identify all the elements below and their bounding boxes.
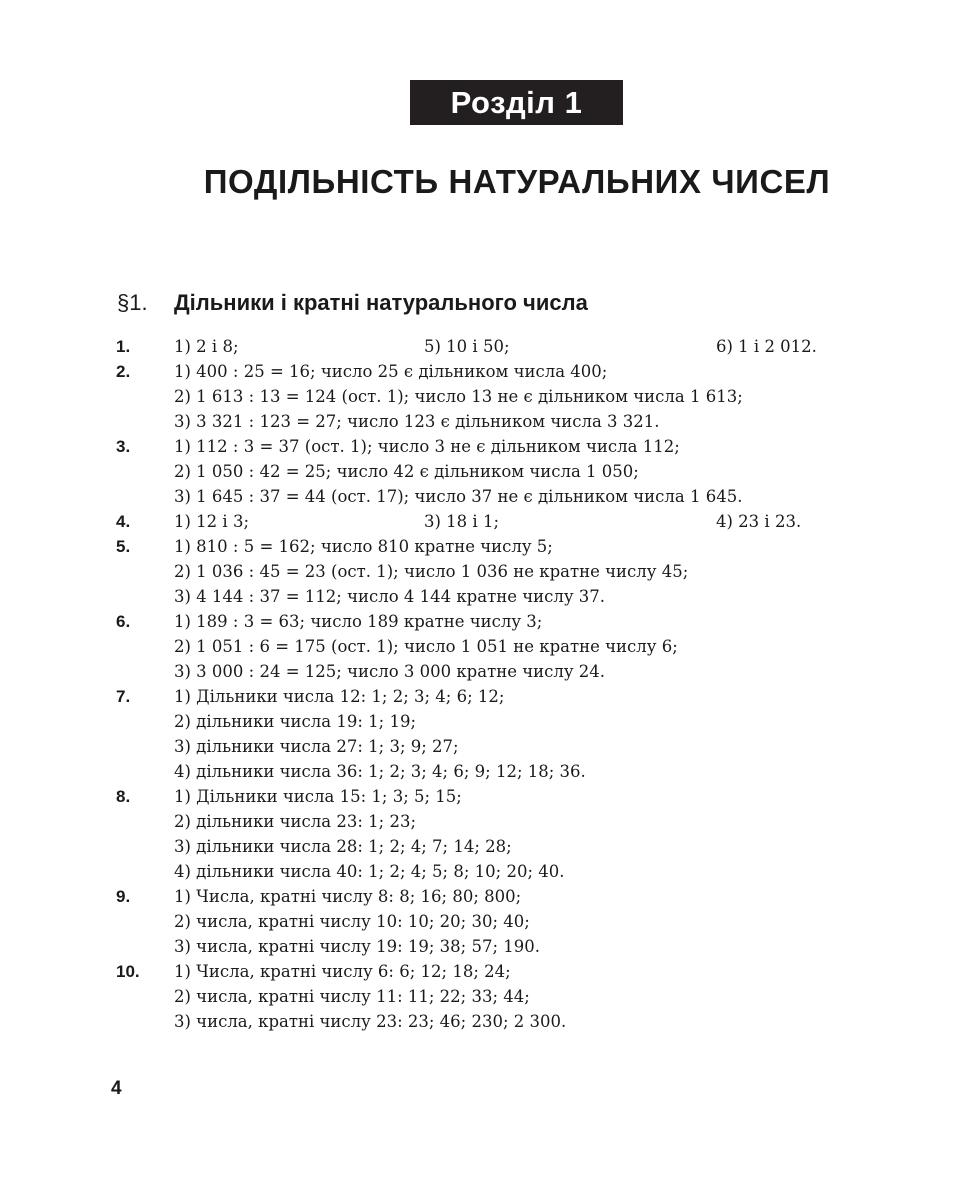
section-number: §1.	[117, 290, 148, 315]
problem-number: 8.	[116, 787, 131, 806]
section-title: Дільники і кратні натурального числа	[174, 290, 588, 315]
problem-8	[116, 784, 876, 884]
problem-number: 9.	[116, 887, 131, 906]
answer-part: 1) 2 і 8;	[174, 337, 239, 356]
problem-4	[116, 509, 876, 534]
problem-2	[116, 359, 876, 434]
answer-part: 6) 1 і 2 012.	[716, 337, 817, 356]
answer-line	[174, 509, 876, 534]
answer-line: 2) числа, кратні числу 10: 10; 20; 30; 40;	[174, 912, 530, 931]
answer-line: 3) 4 144 : 37 = 112; число 4 144 кратне числу 37.	[174, 587, 606, 606]
answer-line: 1) Дільники числа 15: 1; 3; 5; 15;	[174, 787, 462, 806]
answer-part: 4) 23 і 23.	[716, 512, 802, 531]
problem-number: 3.	[116, 437, 131, 456]
page-number: 4	[111, 1078, 122, 1099]
problem-10	[116, 959, 876, 1034]
problem-5	[116, 534, 876, 609]
answer-line: 1) Числа, кратні числу 8: 8; 16; 80; 800;	[174, 887, 522, 906]
problem-9	[116, 884, 876, 959]
answer-line: 2) 1 050 : 42 = 25; число 42 є дільником числа 1 050;	[174, 462, 639, 481]
answer-line: 1) Дільники числа 12: 1; 2; 3; 4; 6; 12;	[174, 687, 505, 706]
problem-number: 4.	[116, 512, 131, 531]
problem-number: 7.	[116, 687, 131, 706]
answer-line: 3) числа, кратні числу 19: 19; 38; 57; 190.	[174, 937, 541, 956]
answer-line: 3) 1 645 : 37 = 44 (ост. 17); число 37 не є дільником числа 1 645.	[174, 487, 743, 506]
answer-line: 1) 810 : 5 = 162; число 810 кратне числу 5;	[174, 537, 553, 556]
answer-line: 3) дільники числа 27: 1; 3; 9; 27;	[174, 737, 459, 756]
answer-line	[174, 334, 876, 359]
problem-3	[116, 434, 876, 509]
answer-line: 1) 112 : 3 = 37 (ост. 1); число 3 не є дільником числа 112;	[174, 437, 680, 456]
answer-line: 2) 1 036 : 45 = 23 (ост. 1); число 1 036 не кратне числу 45;	[174, 562, 689, 581]
answer-part: 3) 18 і 1;	[424, 512, 499, 531]
problem-number: 6.	[116, 612, 131, 631]
chapter-title: ПОДІЛЬНІСТЬ НАТУРАЛЬНИХ ЧИСЕЛ	[203, 163, 831, 200]
answer-line: 2) дільники числа 19: 1; 19;	[174, 712, 416, 731]
problem-1	[116, 334, 876, 359]
answer-line: 3) дільники числа 28: 1; 2; 4; 7; 14; 28;	[174, 837, 512, 856]
answer-line: 3) числа, кратні числу 23: 23; 46; 230; 2 300.	[174, 1012, 567, 1031]
answer-line: 2) дільники числа 23: 1; 23;	[174, 812, 416, 831]
answer-line: 1) 400 : 25 = 16; число 25 є дільником числа 400;	[174, 362, 608, 381]
answer-line: 2) 1 613 : 13 = 124 (ост. 1); число 13 не є дільником числа 1 613;	[174, 387, 743, 406]
answer-line: 2) 1 051 : 6 = 175 (ост. 1); число 1 051 не кратне числу 6;	[174, 637, 678, 656]
answer-part: 1) 12 і 3;	[174, 512, 249, 531]
answer-line: 3) 3 321 : 123 = 27; число 123 є дільником числа 3 321.	[174, 412, 660, 431]
chapter-label	[410, 80, 623, 125]
answer-part: 5) 10 і 50;	[424, 337, 510, 356]
problem-number: 2.	[116, 362, 131, 381]
problem-list	[116, 334, 876, 1034]
chapter-label-text: Розділ 1	[450, 84, 583, 120]
problem-number: 1.	[116, 337, 131, 356]
section-heading	[117, 288, 588, 318]
problem-6	[116, 609, 876, 684]
answer-line: 4) дільники числа 40: 1; 2; 4; 5; 8; 10; 20; 40.	[174, 862, 565, 881]
answer-line: 2) числа, кратні числу 11: 11; 22; 33; 44;	[174, 987, 530, 1006]
answer-line: 4) дільники числа 36: 1; 2; 3; 4; 6; 9; 12; 18; 36.	[174, 762, 586, 781]
answer-line: 1) 189 : 3 = 63; число 189 кратне числу 3;	[174, 612, 543, 631]
answer-line: 1) Числа, кратні числу 6: 6; 12; 18; 24;	[174, 962, 511, 981]
problem-7	[116, 684, 876, 784]
answer-line: 3) 3 000 : 24 = 125; число 3 000 кратне числу 24.	[174, 662, 606, 681]
problem-number: 10.	[116, 962, 140, 981]
problem-number: 5.	[116, 537, 131, 556]
